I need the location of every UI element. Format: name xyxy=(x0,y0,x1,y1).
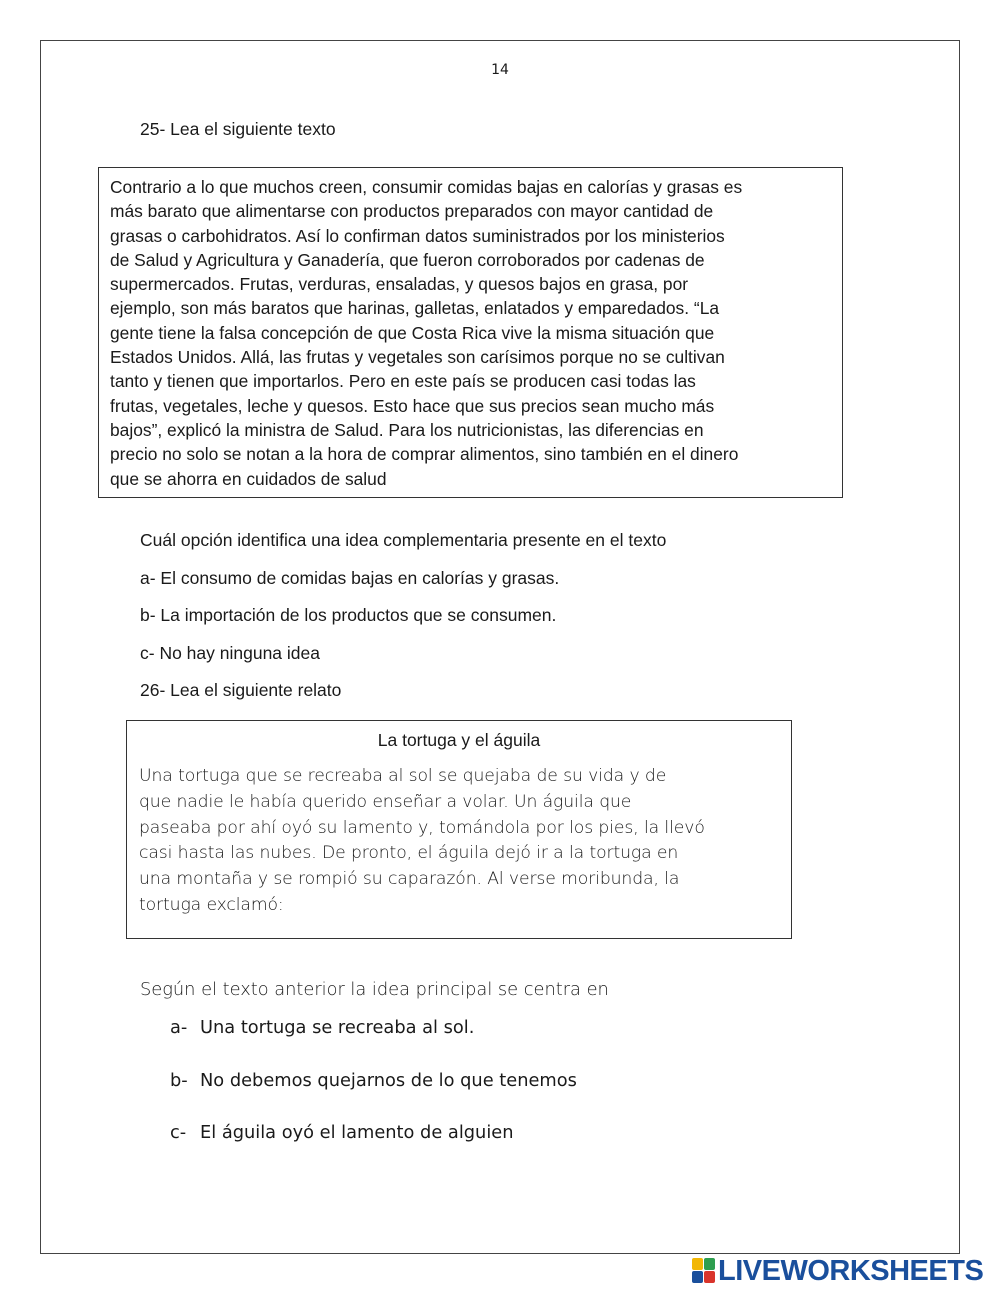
option-letter: a- xyxy=(170,1017,188,1038)
question-25-option-a[interactable]: a- El consumo de comidas bajas en calorías y grasas. xyxy=(140,568,560,588)
question-26-text: Según el texto anterior la idea principal se centra en xyxy=(140,979,609,1000)
question-25-prompt: 25- Lea el siguiente texto xyxy=(140,119,336,139)
question-26-prompt: 26- Lea el siguiente relato xyxy=(140,680,342,700)
story-line: paseaba por ahí oyó su lamento y, tomándola por los pies, la llevó xyxy=(139,817,705,838)
passage-line: Estados Unidos. Allá, las frutas y vegetales son carísimos porque no se cultivan xyxy=(110,347,725,368)
question-25-passage xyxy=(110,175,832,491)
question-25-passage-box xyxy=(98,167,843,498)
story-line: casi hasta las nubes. De pronto, el águila dejó ir a la tortuga en xyxy=(139,843,679,864)
passage-line: gente tiene la falsa concepción de que Costa Rica vive la misma situación que xyxy=(110,322,715,343)
passage-line: frutas, vegetales, leche y quesos. Esto hace que sus precios sean mucho más xyxy=(110,395,715,416)
passage-line: más barato que alimentarse con productos preparados con mayor cantidad de xyxy=(110,201,714,222)
passage-line: supermercados. Frutas, verduras, ensaladas, y quesos bajos en grasa, por xyxy=(110,274,689,295)
option-letter: b- xyxy=(170,1070,188,1091)
passage-line: tanto y tienen que importarlos. Pero en este país se producen casi todas las xyxy=(110,371,696,392)
question-25-option-b[interactable]: b- La importación de los productos que se consumen. xyxy=(140,605,557,625)
liveworksheets-logo-icon xyxy=(692,1258,716,1284)
option-letter: c- xyxy=(170,1122,187,1143)
passage-line: precio no solo se notan a la hora de comprar alimentos, sino también en el dinero xyxy=(110,444,739,465)
story-line: Una tortuga que se recreaba al sol se quejaba de su vida y de xyxy=(139,766,667,786)
question-25-text: Cuál opción identifica una idea complementaria presente en el texto xyxy=(140,530,667,550)
question-26-option-a[interactable] xyxy=(170,1017,474,1038)
option-text: El águila oyó el lamento de alguien xyxy=(200,1122,514,1143)
passage-line: de Salud y Agricultura y Ganadería, que fueron corroborados por cadenas de xyxy=(110,249,705,270)
passage-line: que se ahorra en cuidados de salud xyxy=(110,468,387,489)
passage-line: Contrario a lo que muchos creen, consumir comidas bajas en calorías y grasas es xyxy=(110,177,743,197)
logo-text: LIVEWORKSHEETS xyxy=(718,1255,984,1287)
story-text xyxy=(139,764,779,919)
question-26-story-box xyxy=(126,720,792,939)
story-title: La tortuga y el águila xyxy=(377,730,541,750)
question-26-option-b[interactable] xyxy=(170,1070,577,1091)
option-text: Una tortuga se recreaba al sol. xyxy=(200,1017,475,1038)
passage-line: ejemplo, son más baratos que harinas, galletas, enlatados y emparedados. “La xyxy=(110,298,720,319)
option-text: No debemos quejarnos de lo que tenemos xyxy=(200,1070,577,1091)
question-25-option-c[interactable]: c- No hay ninguna idea xyxy=(140,643,320,663)
story-line: una montaña y se rompió su caparazón. Al verse moribunda, la xyxy=(139,869,680,890)
liveworksheets-logo[interactable] xyxy=(692,1256,983,1286)
passage-line: bajos”, explicó la ministra de Salud. Para los nutricionistas, las diferencias en xyxy=(110,419,704,440)
page-number: 14 xyxy=(491,62,509,78)
story-line: que nadie le había querido enseñar a volar. Un águila que xyxy=(139,791,632,812)
passage-line: grasas o carbohidratos. Así lo confirman datos suministrados por los ministerios xyxy=(110,225,725,246)
question-26-option-c[interactable] xyxy=(170,1122,513,1143)
story-line: tortuga exclamó: xyxy=(139,894,284,915)
